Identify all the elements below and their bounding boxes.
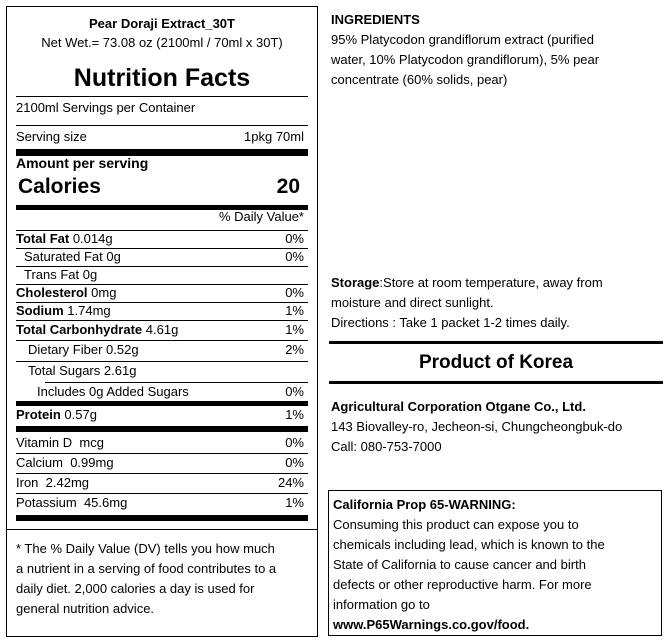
nutrient-amount: 0.014g [72,231,113,246]
warning-line: chemicals including lead, which is known to the [333,537,605,552]
warning-url: www.P65Warnings.co.gov/food. [333,617,530,632]
nutrient-row-dietary-fiber [16,341,308,359]
mineral-row-calcium [16,454,308,472]
mineral-row-iron [16,474,308,492]
mineral-amount: 45.6mg [83,495,128,510]
nutrient-row-sodium [16,302,308,320]
nutrient-amount: 0g [106,249,121,264]
product-name: Pear Doraji Extract_30T [89,16,235,31]
storage-text [331,273,603,293]
mineral-name: Vitamin D [16,435,73,450]
warning-heading: California Prop 65-WARNING: [333,497,516,512]
nutrient-row-total-fat [16,230,308,248]
warning-line: State of California to cause cancer and birth [333,557,586,572]
mineral-dv: 0% [285,455,304,470]
nutrient-dv: 0% [285,384,304,399]
nutrient-dv: 0% [285,249,304,264]
divider [329,341,663,344]
nutrient-name: Sodium [16,303,64,318]
daily-value-header: % Daily Value* [218,209,304,224]
company-phone: Call: 080-753-7000 [331,439,442,454]
nutrient-dv: 2% [285,342,304,357]
nutrient-amount: 1.74mg [67,303,111,318]
prop65-warning-box [328,490,662,636]
thick-divider [16,426,308,432]
ingredients-line: water, 10% Platycodon grandiflorum), 5% pear [331,52,600,67]
calories-label: Calories [18,175,101,198]
nutrient-amount: 0mg [91,285,117,300]
nutrient-dv: 0% [285,285,304,300]
serving-size-value: 1pkg 70ml [244,129,304,144]
mineral-dv: 1% [285,495,304,510]
mineral-row-vitamin-d [16,434,308,452]
nutrient-row-total-carbohydrate [16,321,308,339]
ingredients-heading: INGREDIENTS [331,12,420,27]
nutrient-dv: 1% [285,407,304,422]
nutrient-dv: 1% [285,303,304,318]
nutrient-dv: 1% [285,322,304,337]
directions-text: Directions : Take 1 packet 1-2 times daily. [331,315,570,330]
storage-label: Storage [331,275,380,290]
mineral-name: Iron [16,475,39,490]
company-address: 143 Biovalley-ro, Jecheon-si, Chungcheongbuk-do [331,419,623,434]
mineral-amount: 2.42mg [45,475,90,490]
divider [329,381,663,384]
mineral-amount: mcg [79,435,104,450]
nutrient-amount: 0g [82,267,98,282]
footnote-line: daily diet. 2,000 calories a day is used for [16,581,255,596]
storage-line: moisture and direct sunlight. [331,295,494,310]
storage-line: :Store at room temperature, away from [379,275,603,290]
thick-divider [16,515,308,521]
servings-per-container: 2100ml Servings per Container [16,100,196,115]
amount-per-serving: Amount per serving [16,155,149,171]
nutrient-name: Saturated Fat [24,249,103,264]
warning-line: information go to [333,597,430,612]
serving-size-label: Serving size [16,129,87,144]
mineral-dv: 24% [277,475,304,490]
nutrient-name: Cholesterol [16,285,88,300]
footnote-line: general nutrition advice. [16,601,155,616]
serving-size-row [16,128,308,146]
divider [16,96,308,97]
nutrient-name: Total Fat [16,231,70,246]
footnote-line: a nutrient in a serving of food contributes to a [16,561,277,576]
origin-text: Product of Korea [418,352,574,373]
nutrient-name: Dietary Fiber [28,342,103,357]
mineral-row-potassium [16,494,308,512]
nutrient-amount: 4.61g [145,322,179,337]
warning-line: defects or other reproductive harm. For more [333,577,592,592]
mineral-amount: 0.99mg [70,455,114,470]
mineral-name: Calcium [16,455,63,470]
company-name: Agricultural Corporation Otgane Co., Ltd. [331,399,586,414]
nutrient-amount: 0.52g [106,342,139,357]
ingredients-line: concentrate (60% solids, pear) [331,72,508,87]
nutrient-name: Total Sugars [28,363,101,378]
nutrient-name: Protein [16,407,61,422]
divider [16,125,308,126]
nutrient-row-cholesterol [16,284,308,302]
net-weight: Net Wet.= 73.08 oz (2100ml / 70ml x 30T) [41,35,283,50]
nutrient-row-protein [16,406,308,424]
nutrient-amount: 2.61g [103,363,137,378]
nutrient-row-total-sugars [16,362,308,380]
nutrient-name: Includes 0g Added Sugars [37,384,189,399]
nutrient-row-added-sugars [16,383,308,401]
calories-value: 20 [276,175,300,198]
nutrition-facts-panel [6,6,318,530]
daily-value-footnote [6,529,318,637]
mineral-name: Potassium [16,495,77,510]
nutrient-name: Total Carbonhydrate [16,322,143,337]
mineral-dv: 0% [285,435,304,450]
ingredients-line: 95% Platycodon grandiflorum extract (purified [331,32,595,47]
nutrition-facts-title: Nutrition Facts [73,64,251,92]
footnote-line: * The % Daily Value (DV) tells you how much [16,541,275,556]
nutrient-amount: 0.57g [64,407,97,422]
nutrient-name: Trans Fat [24,267,80,282]
nutrient-row-saturated-fat [16,248,308,266]
nutrient-row-trans-fat [16,266,308,284]
warning-line: Consuming this product can expose you to [333,517,579,532]
nutrient-dv: 0% [285,231,304,246]
